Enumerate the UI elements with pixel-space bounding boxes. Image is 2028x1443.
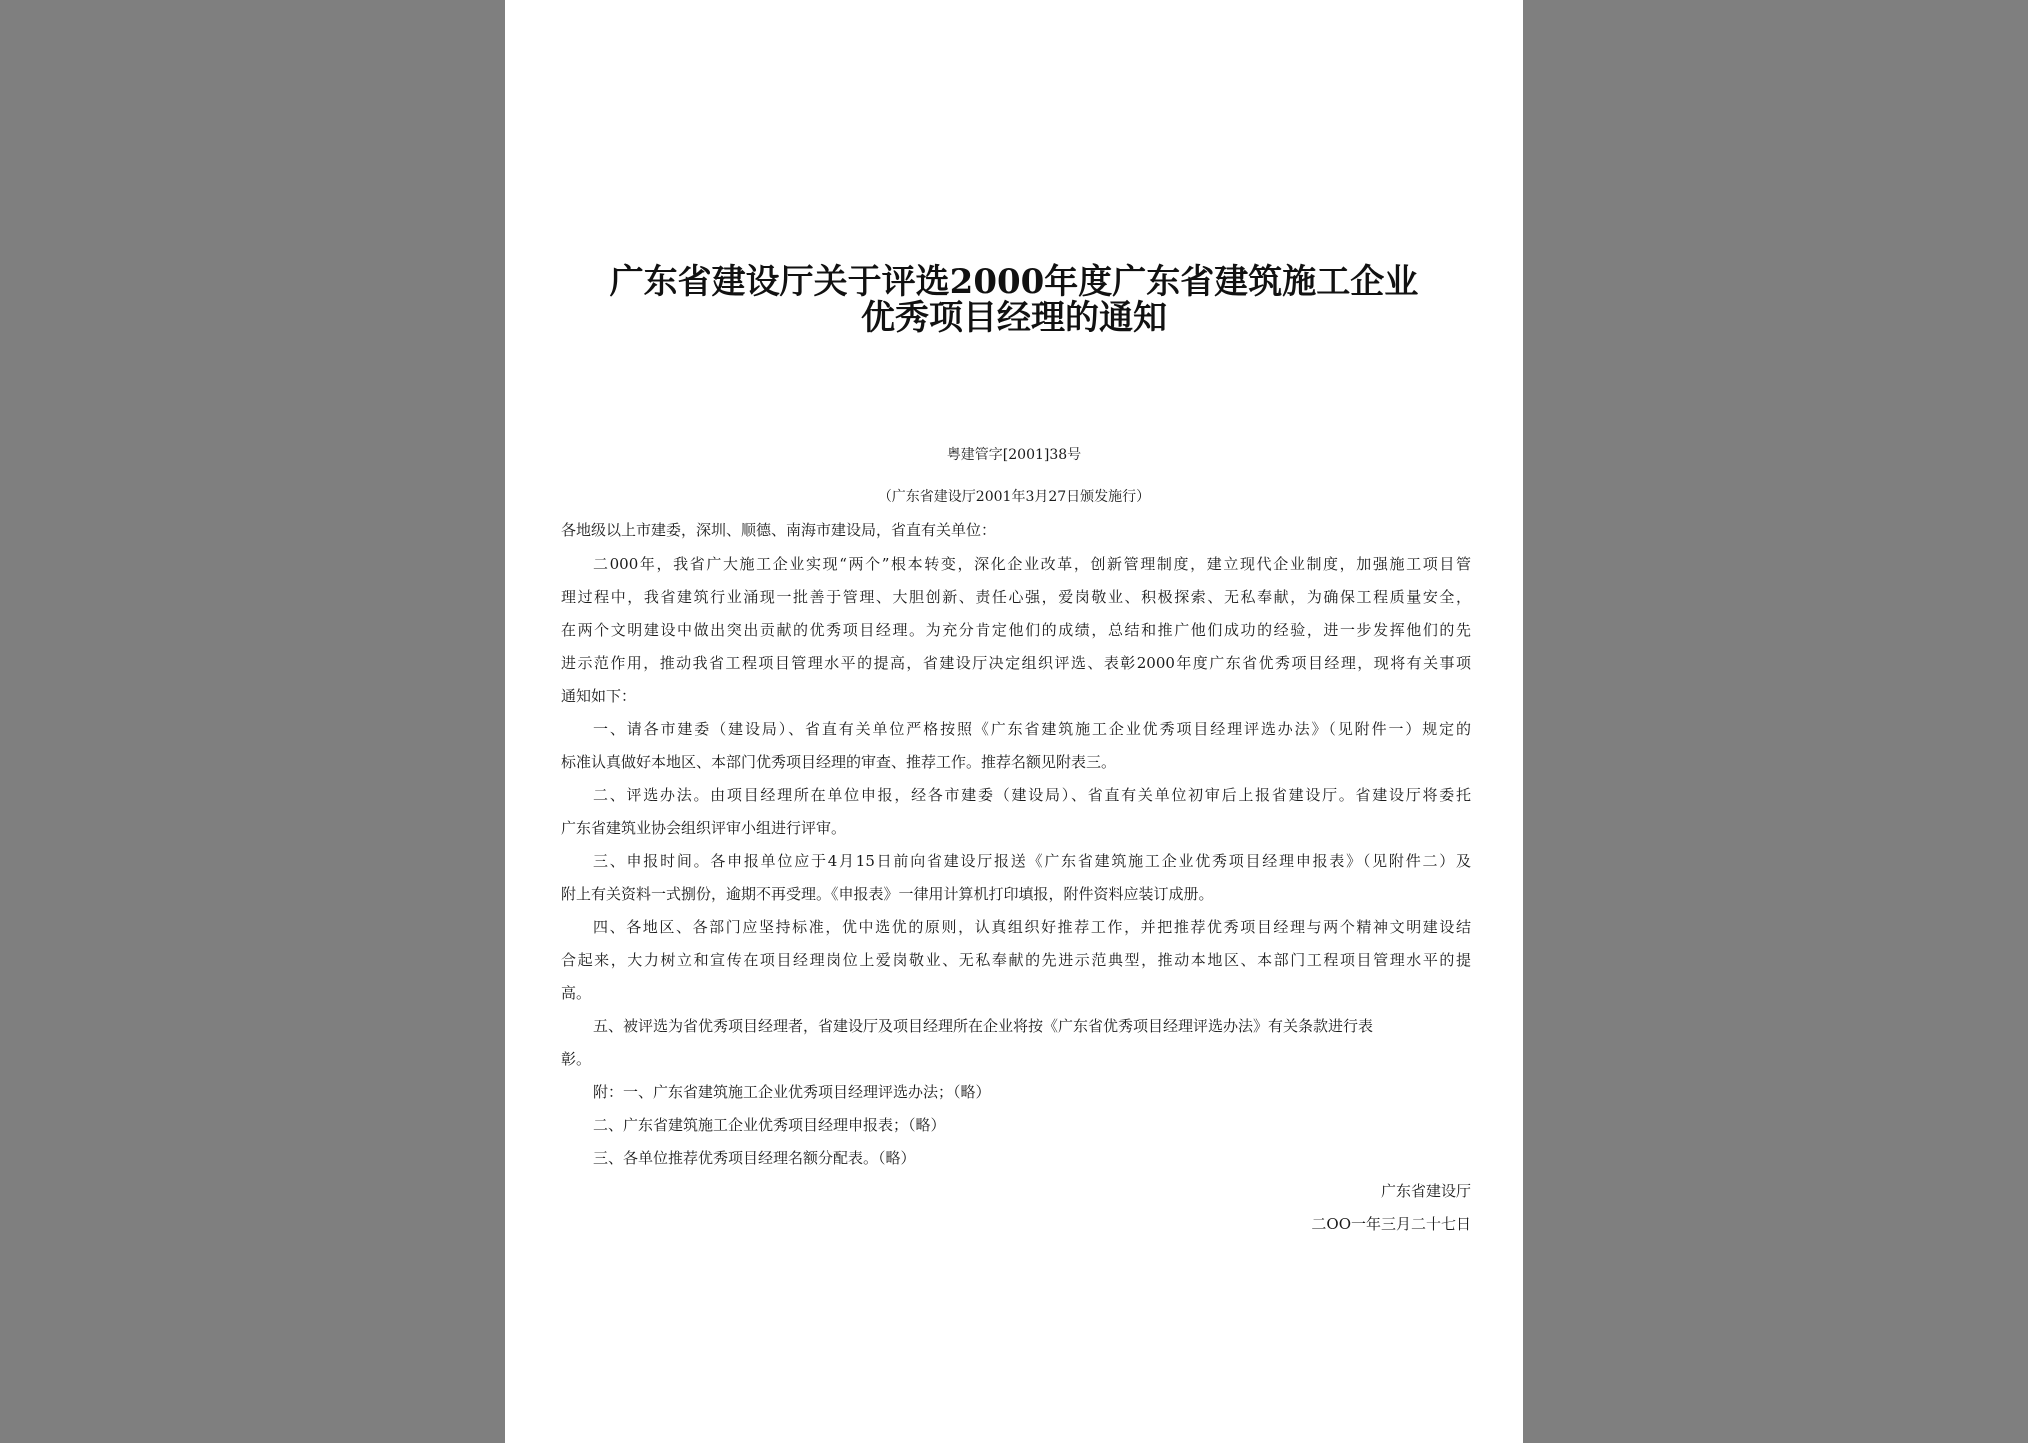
document-number: 粤建管字[2001]38号 [946, 447, 1082, 463]
paragraph-line: 标准认真做好本地区、本部门优秀项目经理的审查、推荐工作。推荐名额见附表三。 [561, 753, 1117, 771]
issue-note: （广东省建设厅2001年3月27日颁发施行） [877, 489, 1151, 505]
paragraph-line: 合起来，大力树立和宣传在项目经理岗位上爱岗敬业、无私奉献的先进示范典型，推动本地区、本部门工程项目管理水平的提 [561, 951, 1471, 969]
paragraph-line: 通知如下： [561, 687, 637, 705]
paragraph-line: 在两个文明建设中做出突出贡献的优秀项目经理。为充分肯定他们的成绩，总结和推广他们成功的经验，进一步发挥他们的先 [561, 621, 1471, 639]
paragraph-line: 五、被评选为省优秀项目经理者，省建设厅及项目经理所在企业将按《广东省优秀项目经理评选办法》有关条款进行表 [593, 1017, 1374, 1035]
paragraph-line: 理过程中，我省建筑行业涌现一批善于管理、大胆创新、责任心强，爱岗敬业、积极探索、无私奉献，为确保工程质量安全， [561, 588, 1471, 606]
attachment-item: 二、广东省建筑施工企业优秀项目经理申报表；（略） [593, 1116, 946, 1134]
salutation: 各地级以上市建委，深圳、顺德、南海市建设局，省直有关单位： [561, 521, 997, 539]
paragraph-line: 二、评选办法。由项目经理所在单位申报，经各市建委（建设局）、省直有关单位初审后上报省建设厅。省建设厅将委托 [593, 786, 1471, 804]
attachment-item: 附：一、广东省建筑施工企业优秀项目经理评选办法；（略） [593, 1083, 991, 1101]
document-page [505, 0, 1523, 1443]
document-title-line1: 广东省建设厅关于评选2000年度广东省建筑施工企业 [609, 262, 1419, 302]
paragraph-line: 一、请各市建委（建设局）、省直有关单位严格按照《广东省建筑施工企业优秀项目经理评选办法》（见附件一）规定的 [593, 720, 1471, 738]
paragraph-line: 二000年，我省广大施工企业实现“两个”根本转变，深化企业改革，创新管理制度，建立现代企业制度，加强施工项目管 [593, 555, 1471, 573]
issuer: 广东省建设厅 [1380, 1182, 1471, 1200]
issue-date: 二OO一年三月二十七日 [1311, 1215, 1471, 1233]
attachment-item: 三、各单位推荐优秀项目经理名额分配表。（略） [593, 1149, 916, 1167]
paragraph-line: 附上有关资料一式捌份，逾期不再受理。《申报表》一律用计算机打印填报，附件资料应装订成册。 [561, 885, 1214, 903]
paragraph-line: 进示范作用，推动我省工程项目管理水平的提高，省建设厅决定组织评选、表彰2000年度广东省优秀项目经理，现将有关事项 [561, 654, 1471, 672]
paragraph-line: 三、申报时间。各申报单位应于4月15日前向省建设厅报送《广东省建筑施工企业优秀项目经理申报表》（见附件二）及 [593, 852, 1471, 870]
paragraph-line: 四、各地区、各部门应坚持标准，优中选优的原则，认真组织好推荐工作，并把推荐优秀项目经理与两个精神文明建设结 [593, 918, 1471, 936]
paragraph-line: 彰。 [561, 1050, 592, 1068]
paragraph-line: 广东省建筑业协会组织评审小组进行评审。 [561, 819, 847, 837]
document-title-line2: 优秀项目经理的通知 [861, 298, 1167, 338]
paragraph-line: 高。 [561, 984, 592, 1002]
